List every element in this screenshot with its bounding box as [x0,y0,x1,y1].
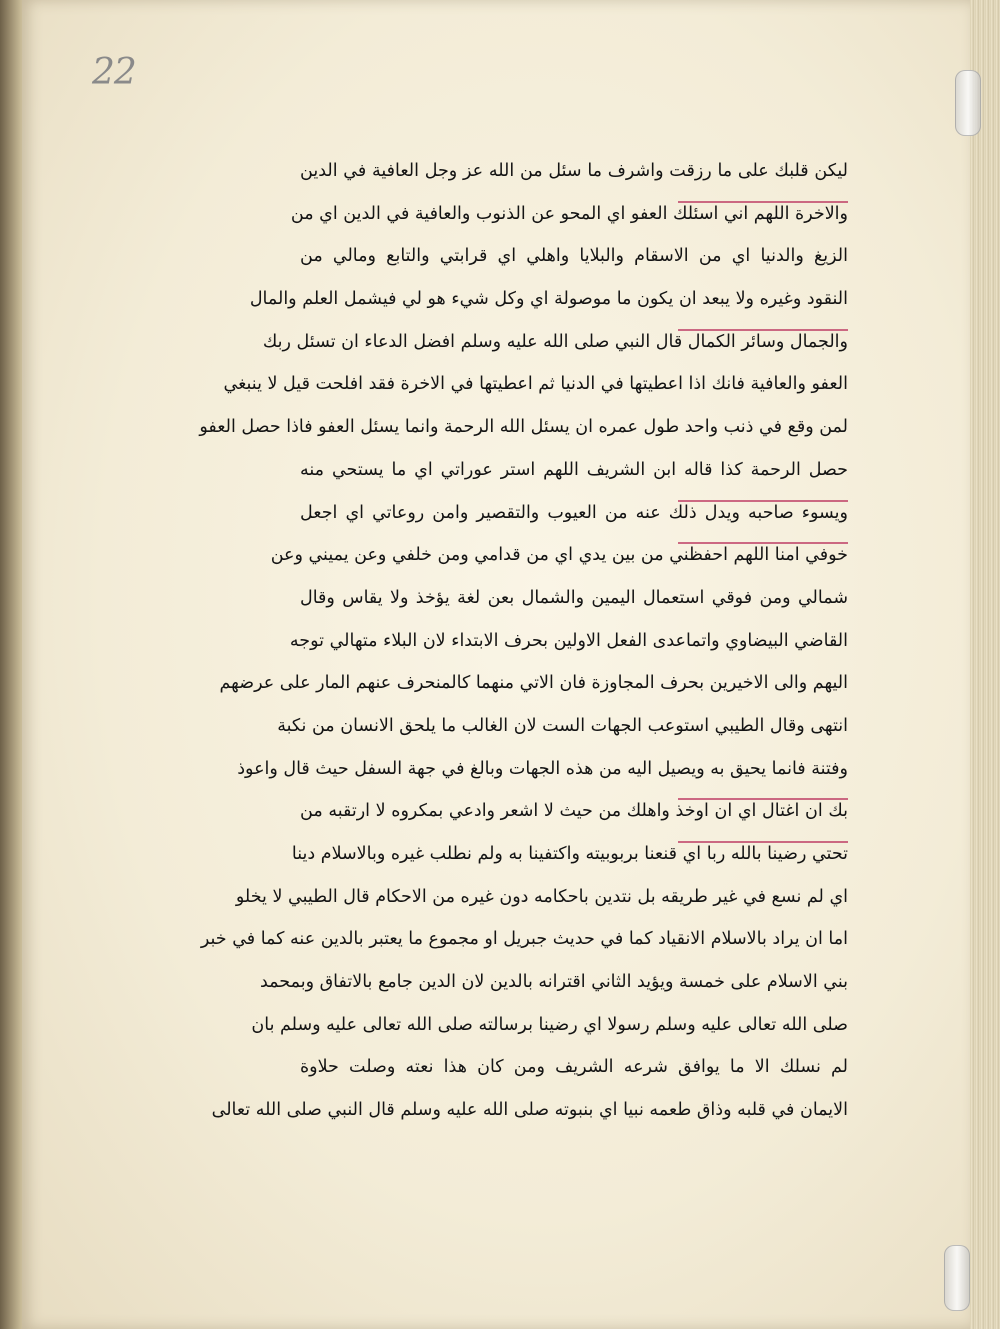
text-line: والاخرة اللهم اني اسئلك العفو اي المحو عن الذنوب والعافية في الدين اي من [300,193,848,236]
text-line: العفو والعافية فانك اذا اعطيتها في الدنيا ثم اعطيتها في الاخرة فقد افلحت قيل لا ينبغي [223,374,848,395]
text-line: بني الاسلام على خمسة ويؤيد الثاني اقترانه بالدين لان الدين جامع بالاتفاق وبمحمد [260,972,848,993]
page-clip-bottom [944,1245,970,1311]
text-line: النقود وغيره ولا يبعد ان يكون ما موصولة اي وكل شيء هو لي فيشمل العلم والمال [249,289,848,310]
text-line: الزيغ والدنيا اي من الاسقام والبلايا واهلي اي قرابتي والتابع ومالي من [300,246,848,267]
page-stack-edge [970,0,1000,1329]
text-line: والجمال وسائر الكمال قال النبي صلى الله عليه وسلم افضل الدعاء ان تسئل ربك [300,321,848,364]
text-line: اما ان يراد بالاسلام الانقياد كما في حديث جبريل او مجموع ما يعتبر بالدين عنه كما في خبر [200,929,848,950]
text-line: الايمان في قلبه وذاق طعمه نبيا اي بنبوته صلى الله عليه وسلم قال النبي صلى الله تعالى [211,1100,848,1121]
text-line: خوفي امنا اللهم احفظني من بين يدي اي من قدامي ومن خلفي وعن يميني وعن [300,534,848,577]
text-line: اليهم والى الاخيرين بحرف المجاوزة فان الاتي منهما كالمنحرف عنهم المار على عرضهم [219,673,848,694]
text-line: لمن وقع في ذنب واحد طول عمره ان يسئل الله الرحمة وانما يسئل العفو فاذا حصل العفو [199,417,848,438]
text-line: اي لم نسع في غير طريقه بل نتدين باحكامه دون غيره من الاحكام قال الطيبي لا يخلو [235,886,848,907]
text-line: لم نسلك الا ما يوافق شرعه الشريف ومن كان هذا نعته وصلت حلاوة [300,1057,848,1078]
text-line: تحتي رضينا بالله ربا اي قنعنا بربوبيته واكتفينا به ولم نطلب غيره وبالاسلام دينا [300,833,848,876]
text-line: شمالي ومن فوقي استعمال اليمين والشمال بعن لغة يؤخذ ولا يقاس وقال [300,587,848,608]
text-line: صلى الله تعالى عليه وسلم رسولا اي رضينا برسالته صلى الله تعالى عليه وسلم بان [251,1014,848,1035]
text-line: القاضي البيضاوي واتماعدى الفعل الاولين بحرف الابتداء لان البلاء متهالي توجه [289,630,848,651]
text-line: ليكن قلبك على ما رزقت واشرف ما سئل من الله عز وجل العافية في الدين [300,161,848,181]
arabic-text-block [199,150,848,1132]
text-line: ويسوء صاحبه ويدل ذلك عنه من العيوب والتقصير وامن روعاتي اي اجعل [300,492,848,535]
page-clip-top [955,70,981,136]
text-line: بك ان اغتال اي ان اوخذ واهلك من حيث لا اشعر وادعي بمكروه لا ارتقبه من [300,790,848,833]
text-line: حصل الرحمة كذا قاله ابن الشريف اللهم استر عوراتي اي ما يستحي منه [300,459,848,480]
text-line: انتهى وقال الطيبي استوعب الجهات الست لان الغالب ما يلحق الانسان من نكبة [277,715,848,736]
folio-number: 22 [92,52,136,93]
text-line: وفتنة فانما يحيق به ويصيل اليه من هذه الجهات وبالغ في جهة السفل حيث قال واعوذ [237,758,848,779]
